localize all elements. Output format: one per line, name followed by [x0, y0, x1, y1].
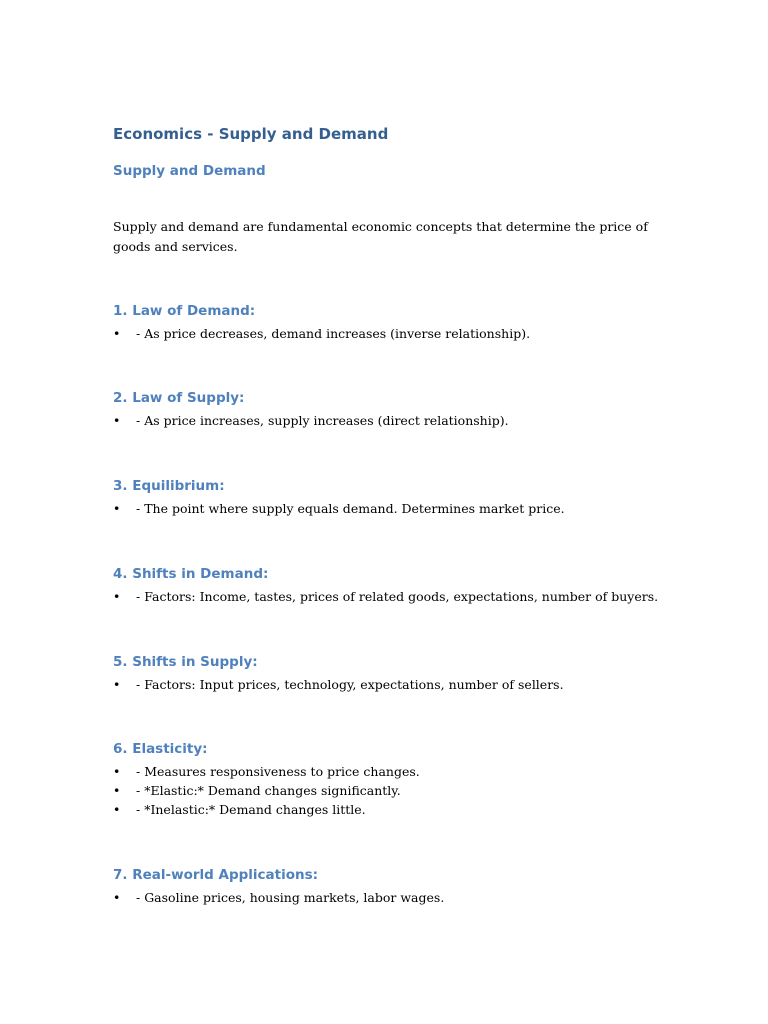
bullet-icon: • — [113, 890, 121, 905]
bullet-icon: • — [113, 501, 121, 516]
bullet-icon: • — [113, 802, 121, 817]
list-item-text: - As price decreases, demand increases (inverse relationship). — [136, 326, 531, 341]
section-heading-law-of-supply: 2. Law of Supply: — [113, 390, 245, 406]
bullet-icon: • — [113, 764, 121, 779]
document-title: Economics - Supply and Demand — [113, 125, 389, 143]
section-heading-shifts-in-supply: 5. Shifts in Supply: — [113, 654, 258, 670]
bullet-icon: • — [113, 589, 121, 604]
list-item-text: - Factors: Income, tastes, prices of related goods, expectations, number of buyers. — [136, 589, 659, 604]
list-item-text: - Factors: Input prices, technology, expectations, number of sellers. — [136, 677, 564, 692]
bullet-icon: • — [113, 783, 121, 798]
bullet-icon: • — [113, 326, 121, 341]
intro-paragraph: Supply and demand are fundamental economic concepts that determine the price of goods and services. — [113, 219, 648, 254]
section-heading-equilibrium: 3. Equilibrium: — [113, 478, 225, 494]
section-heading-law-of-demand: 1. Law of Demand: — [113, 303, 256, 319]
document-subtitle: Supply and Demand — [113, 163, 266, 179]
bullet-icon: • — [113, 413, 121, 428]
list-item-text: - *Elastic:* Demand changes significantly. — [136, 783, 401, 798]
section-heading-elasticity: 6. Elasticity: — [113, 741, 208, 757]
list-item-text: - *Inelastic:* Demand changes little. — [136, 802, 366, 817]
section-heading-shifts-in-demand: 4. Shifts in Demand: — [113, 566, 269, 582]
bullet-icon: • — [113, 677, 121, 692]
list-item-text: - The point where supply equals demand. Determines market price. — [136, 501, 565, 516]
list-item-text: - Measures responsiveness to price changes. — [136, 764, 420, 779]
list-item-text: - Gasoline prices, housing markets, labor wages. — [136, 890, 445, 905]
section-heading-real-world-applications: 7. Real-world Applications: — [113, 867, 319, 883]
list-item-text: - As price increases, supply increases (direct relationship). — [136, 413, 509, 428]
